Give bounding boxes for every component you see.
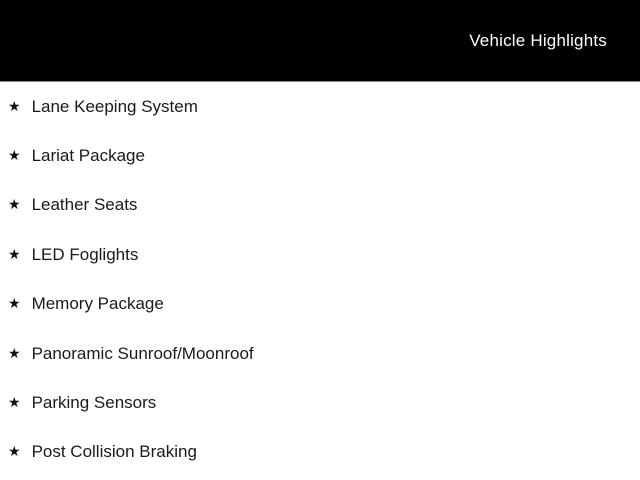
star-icon: ★ [8,394,21,411]
list-item [0,428,640,477]
list-item [0,82,640,131]
star-icon: ★ [8,344,21,361]
star-icon: ★ [8,443,21,460]
highlight-label: Leather Seats [31,195,138,215]
list-item [0,378,640,427]
list-item [0,280,640,329]
list-item [0,181,640,230]
highlight-label: Panoramic Sunroof/Moonroof [31,343,254,363]
highlight-label: Lariat Package [31,146,145,166]
vehicle-highlights-header [0,0,640,82]
highlight-label: Lane Keeping System [31,96,198,116]
vehicle-highlights-list [0,82,640,477]
highlight-label: LED Foglights [31,244,139,264]
star-icon: ★ [8,295,21,312]
page-title: Vehicle Highlights [469,30,607,50]
star-icon: ★ [8,245,21,262]
highlight-label: Parking Sensors [31,393,157,413]
star-icon: ★ [8,97,21,114]
list-item [0,329,640,378]
highlight-label: Post Collision Braking [31,442,197,462]
list-item [0,131,640,180]
highlight-label: Memory Package [31,294,164,314]
star-icon: ★ [8,147,21,164]
list-item [0,230,640,279]
star-icon: ★ [8,196,21,213]
